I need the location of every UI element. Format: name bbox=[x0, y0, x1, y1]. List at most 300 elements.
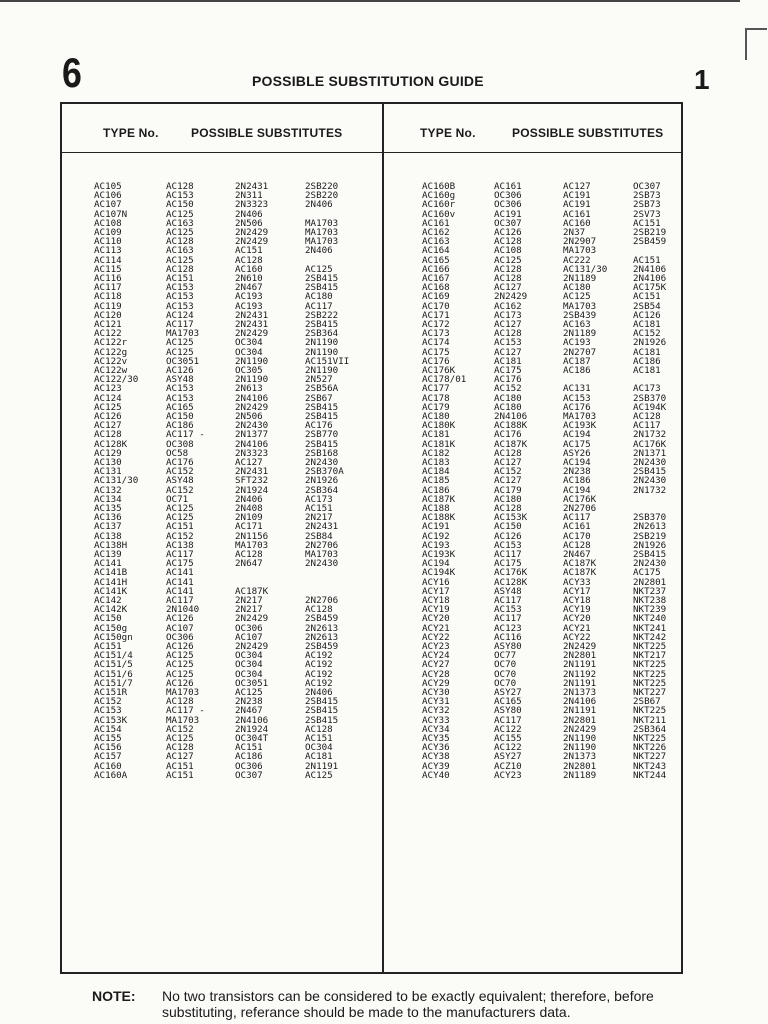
table-row bbox=[94, 467, 375, 476]
substitute-cell: 2N2801 bbox=[563, 761, 597, 771]
substitute-cell: 2SB370 bbox=[633, 513, 667, 523]
substitute-cell: AC117 - bbox=[166, 706, 205, 716]
substitute-cell: AC192 bbox=[305, 660, 333, 670]
type-number-cell: AC135 bbox=[94, 504, 122, 514]
substitute-cell: OC307 bbox=[494, 218, 522, 228]
type-number-cell: ACY38 bbox=[422, 752, 450, 762]
substitute-cell: AC128 bbox=[166, 182, 194, 192]
substitute-cell: AC191 bbox=[563, 200, 591, 210]
substitute-cell: AC194 bbox=[563, 458, 591, 468]
table-row bbox=[94, 412, 375, 421]
substitute-cell: 2SB67 bbox=[305, 393, 333, 403]
header-rule bbox=[60, 152, 683, 153]
substitute-cell: AC151 bbox=[633, 292, 661, 302]
left-row-group bbox=[94, 504, 375, 550]
substitute-cell: AC128 bbox=[166, 697, 194, 707]
substitute-cell: NKT244 bbox=[633, 770, 667, 780]
substitute-cell: AC151 bbox=[166, 761, 194, 771]
substitute-cell: 2SB220 bbox=[305, 191, 339, 201]
substitute-cell: AC152 bbox=[166, 531, 194, 541]
type-number-cell: AC114 bbox=[94, 255, 122, 265]
table-row bbox=[422, 578, 703, 587]
substitute-cell: AC128 bbox=[494, 504, 522, 514]
left-row-group bbox=[94, 550, 375, 596]
table-row bbox=[422, 366, 703, 375]
table-row bbox=[94, 449, 375, 458]
substitute-cell: AC125 bbox=[166, 734, 194, 744]
type-number-cell: AC122/30 bbox=[94, 375, 139, 385]
substitute-cell: AC222 bbox=[563, 255, 591, 265]
substitute-cell: 2N610 bbox=[235, 274, 263, 284]
substitute-cell: AC194 bbox=[563, 485, 591, 495]
table-row bbox=[94, 605, 375, 614]
table-row bbox=[94, 366, 375, 375]
substitute-cell: AC153 bbox=[166, 301, 194, 311]
type-number-cell: ACY32 bbox=[422, 706, 450, 716]
substitute-cell: MA1703 bbox=[166, 715, 200, 725]
type-number-cell: AC181 bbox=[422, 430, 450, 440]
table-row bbox=[94, 716, 375, 725]
substitute-cell: 2N1191 bbox=[563, 678, 597, 688]
substitute-cell bbox=[633, 504, 703, 513]
substitute-cell: 2N1373 bbox=[563, 688, 597, 698]
substitute-cell: AC150 bbox=[166, 412, 194, 422]
substitute-cell: 2N2706 bbox=[563, 504, 597, 514]
table-row bbox=[422, 329, 703, 338]
type-number-cell: AC188 bbox=[422, 504, 450, 514]
table-row bbox=[422, 320, 703, 329]
substitute-cell: AC128 bbox=[305, 724, 333, 734]
table-row bbox=[94, 292, 375, 301]
table-row bbox=[94, 725, 375, 734]
substitute-cell: OC3051 bbox=[235, 678, 269, 688]
substitute-cell: AC180 bbox=[305, 292, 333, 302]
type-number-cell: AC168 bbox=[422, 283, 450, 293]
substitute-cell: AC180 bbox=[563, 283, 591, 293]
substitute-cell: 2N4106 bbox=[563, 697, 597, 707]
table-row bbox=[422, 219, 703, 228]
substitute-cell: AC122 bbox=[494, 724, 522, 734]
substitute-cell: 2N217 bbox=[235, 596, 263, 606]
substitute-cell: MA1703 bbox=[305, 550, 339, 560]
table-row bbox=[422, 430, 703, 439]
substitute-cell: 2SB415 bbox=[633, 550, 667, 560]
substitute-cell: 2N1190 bbox=[235, 375, 269, 385]
substitute-cell: 2SB73 bbox=[633, 191, 661, 201]
substitute-cell: 2N1924 bbox=[235, 724, 269, 734]
substitute-cell: AC193 bbox=[235, 301, 263, 311]
substitute-cell: AC163 bbox=[166, 246, 194, 256]
type-number-cell: AC160 bbox=[94, 761, 122, 771]
substitute-cell: AC125 bbox=[166, 504, 194, 514]
type-number-cell: AC193 bbox=[422, 540, 450, 550]
substitute-cell: 2SB459 bbox=[305, 614, 339, 624]
type-number-cell: AC139 bbox=[94, 550, 122, 560]
substitute-cell: AC128 bbox=[166, 264, 194, 274]
table-row bbox=[422, 559, 703, 568]
type-number-cell: AC162 bbox=[422, 228, 450, 238]
substitute-cell: AC131 bbox=[563, 384, 591, 394]
substitute-cell: AC127 bbox=[494, 320, 522, 330]
right-row-group bbox=[422, 458, 703, 504]
substitute-cell: AC180 bbox=[494, 494, 522, 504]
substitute-cell: OC77 bbox=[494, 651, 517, 661]
substitute-cell: 2N1190 bbox=[305, 338, 339, 348]
substitute-cell: 2SB364 bbox=[633, 724, 667, 734]
substitute-cell: 2N2429 bbox=[235, 228, 269, 238]
substitute-cell: 2N1190 bbox=[563, 734, 597, 744]
table-row bbox=[94, 246, 375, 255]
type-number-cell: AC160B bbox=[422, 182, 456, 192]
substitute-cell: 2N4106 bbox=[633, 274, 667, 284]
substitute-cell: 2SB415 bbox=[305, 320, 339, 330]
substitute-cell: AC122 bbox=[494, 743, 522, 753]
substitute-cell: 2N2429 bbox=[235, 614, 269, 624]
type-number-cell: AC192 bbox=[422, 531, 450, 541]
substitute-cell bbox=[305, 568, 375, 577]
substitute-cell: ASY27 bbox=[494, 688, 522, 698]
substitute-cell: MA1703 bbox=[563, 301, 597, 311]
substitute-cell: AC125 bbox=[166, 513, 194, 523]
substitute-cell bbox=[305, 587, 375, 596]
left-type-header: TYPE No. bbox=[103, 126, 159, 140]
type-number-cell: AC116 bbox=[94, 274, 122, 284]
substitute-cell: 2N37 bbox=[563, 228, 586, 238]
substitute-cell bbox=[563, 375, 633, 384]
substitute-cell: AC128K bbox=[494, 577, 528, 587]
substitute-cell bbox=[235, 578, 305, 587]
substitute-cell: NKT225 bbox=[633, 660, 667, 670]
substitute-cell: MA1703 bbox=[563, 412, 597, 422]
substitute-cell: MA1703 bbox=[305, 237, 339, 247]
substitute-cell: OC308 bbox=[166, 439, 194, 449]
substitute-cell: AC131/30 bbox=[563, 264, 608, 274]
substitute-cell: OC304 bbox=[235, 651, 263, 661]
type-number-cell: AC141 bbox=[94, 559, 122, 569]
left-row-group bbox=[94, 734, 375, 780]
substitute-cell: NKT240 bbox=[633, 614, 667, 624]
substitute-cell: ACY22 bbox=[563, 632, 591, 642]
substitute-cell: AC126 bbox=[166, 642, 194, 652]
table-row bbox=[422, 633, 703, 642]
type-number-cell: AC165 bbox=[422, 255, 450, 265]
substitute-cell: NKT241 bbox=[633, 623, 667, 633]
substitute-cell: 2N2429 bbox=[563, 724, 597, 734]
substitute-cell: AC152 bbox=[166, 467, 194, 477]
type-number-cell: AC156 bbox=[94, 743, 122, 753]
substitute-cell: 2SB219 bbox=[633, 228, 667, 238]
substitute-cell: AC181 bbox=[633, 366, 661, 376]
type-number-cell: AC181K bbox=[422, 439, 456, 449]
substitute-cell bbox=[305, 210, 375, 219]
substitute-cell: ASY26 bbox=[563, 448, 591, 458]
table-row bbox=[94, 200, 375, 209]
type-number-cell: ACY23 bbox=[422, 642, 450, 652]
type-number-cell: ACY21 bbox=[422, 623, 450, 633]
type-number-cell: AC160v bbox=[422, 209, 456, 219]
substitute-cell: 2SB415 bbox=[305, 697, 339, 707]
table-row bbox=[94, 734, 375, 743]
substitute-cell: ACZ10 bbox=[494, 761, 522, 771]
substitute-cell: AC127 bbox=[235, 458, 263, 468]
substitute-cell bbox=[633, 375, 703, 384]
substitute-cell: AC176 bbox=[494, 430, 522, 440]
type-number-cell: ACY19 bbox=[422, 605, 450, 615]
substitute-cell: MA1703 bbox=[166, 688, 200, 698]
substitute-cell: OC306 bbox=[494, 191, 522, 201]
substitute-cell: 2N4106 bbox=[633, 264, 667, 274]
table-row bbox=[94, 550, 375, 559]
right-row-group bbox=[422, 550, 703, 596]
table-row bbox=[422, 660, 703, 669]
substitute-cell: AC151VII bbox=[305, 356, 350, 366]
type-number-cell: AC138H bbox=[94, 540, 128, 550]
substitute-cell: AC161 bbox=[563, 209, 591, 219]
substitute-cell: AC176K bbox=[633, 439, 667, 449]
substitute-cell: AC152 bbox=[166, 485, 194, 495]
table-row bbox=[94, 596, 375, 605]
substitute-cell: AC128 bbox=[235, 550, 263, 560]
type-number-cell: AC128K bbox=[94, 439, 128, 449]
substitute-cell: 2SB439 bbox=[563, 310, 597, 320]
table-row bbox=[94, 228, 375, 237]
substitute-cell: AC117 bbox=[494, 596, 522, 606]
substitute-cell: 2N238 bbox=[235, 697, 263, 707]
substitute-cell: 2N467 bbox=[563, 550, 591, 560]
table-row bbox=[94, 522, 375, 531]
substitute-cell: AC125 bbox=[563, 292, 591, 302]
substitute-cell: NKT237 bbox=[633, 586, 667, 596]
substitute-cell: AC117 bbox=[633, 421, 661, 431]
page-title: POSSIBLE SUBSTITUTION GUIDE bbox=[252, 73, 484, 89]
type-number-cell: AC182 bbox=[422, 448, 450, 458]
table-row bbox=[422, 762, 703, 771]
substitute-cell: AC175K bbox=[633, 283, 667, 293]
table-row bbox=[422, 624, 703, 633]
table-row bbox=[94, 624, 375, 633]
table-row bbox=[94, 633, 375, 642]
substitute-cell: 2N2706 bbox=[305, 596, 339, 606]
substitute-cell: AC194 bbox=[563, 430, 591, 440]
substitute-cell: AC173 bbox=[494, 310, 522, 320]
substitute-cell: ASY48 bbox=[166, 375, 194, 385]
table-row bbox=[422, 210, 703, 219]
table-row bbox=[94, 513, 375, 522]
substitute-cell: 2N2429 bbox=[235, 237, 269, 247]
substitute-cell: OC307 bbox=[235, 770, 263, 780]
substitute-cell: 2N2613 bbox=[305, 632, 339, 642]
type-number-cell: AC123 bbox=[94, 384, 122, 394]
type-number-cell: AC138 bbox=[94, 531, 122, 541]
type-number-cell: AC151/4 bbox=[94, 651, 133, 661]
type-number-cell: AC153K bbox=[94, 715, 128, 725]
substitute-cell: AC126 bbox=[633, 310, 661, 320]
substitute-cell: 2SB415 bbox=[305, 283, 339, 293]
table-row bbox=[422, 228, 703, 237]
substitute-cell: 2N613 bbox=[235, 384, 263, 394]
type-number-cell: AC122w bbox=[94, 366, 128, 376]
substitute-cell: AC125 bbox=[166, 669, 194, 679]
substitute-cell: 2N2430 bbox=[633, 476, 667, 486]
substitute-cell: ACY18 bbox=[563, 596, 591, 606]
table-row bbox=[422, 614, 703, 623]
substitute-cell: 2SB370A bbox=[305, 467, 344, 477]
substitute-cell: 2N1040 bbox=[166, 605, 200, 615]
substitute-cell: AC125 bbox=[166, 660, 194, 670]
substitute-cell: ASY27 bbox=[494, 752, 522, 762]
substitute-cell: OC304 bbox=[235, 660, 263, 670]
right-data-column bbox=[422, 182, 703, 780]
substitute-cell: AC128 bbox=[563, 540, 591, 550]
substitute-cell: AC180 bbox=[494, 393, 522, 403]
substitute-cell: AC181 bbox=[633, 320, 661, 330]
type-number-cell: AC151/6 bbox=[94, 669, 133, 679]
type-number-cell: AC188K bbox=[422, 513, 456, 523]
type-number-cell: AC185 bbox=[422, 476, 450, 486]
substitute-cell: AC176 bbox=[563, 402, 591, 412]
table-row bbox=[94, 578, 375, 587]
substitute-cell: NKT238 bbox=[633, 596, 667, 606]
substitute-cell: AC165 bbox=[166, 402, 194, 412]
substitute-cell: 2SB222 bbox=[305, 310, 339, 320]
left-substitutes-header: POSSIBLE SUBSTITUTES bbox=[191, 126, 343, 140]
substitute-cell: OC306 bbox=[235, 623, 263, 633]
type-number-cell: ACY31 bbox=[422, 697, 450, 707]
substitute-cell: 2N2707 bbox=[563, 347, 597, 357]
left-row-group bbox=[94, 458, 375, 504]
table-row bbox=[422, 587, 703, 596]
substitute-cell: 2N2431 bbox=[235, 467, 269, 477]
substitute-cell: 2N647 bbox=[235, 559, 263, 569]
right-row-group bbox=[422, 504, 703, 550]
type-number-cell: AC160g bbox=[422, 191, 456, 201]
substitute-cell: AC193 bbox=[235, 292, 263, 302]
table-row bbox=[94, 320, 375, 329]
type-number-cell: ACY17 bbox=[422, 586, 450, 596]
table-row bbox=[422, 237, 703, 246]
table-row bbox=[422, 651, 703, 660]
page-corner-mark bbox=[745, 28, 767, 60]
substitute-cell: AC186 bbox=[235, 752, 263, 762]
substitute-cell: AC124 bbox=[166, 310, 194, 320]
type-number-cell: AC137 bbox=[94, 522, 122, 532]
table-row bbox=[422, 191, 703, 200]
table-row bbox=[94, 495, 375, 504]
substitute-cell: 2SB415 bbox=[305, 412, 339, 422]
substitute-cell: 2SB415 bbox=[305, 274, 339, 284]
left-row-group bbox=[94, 366, 375, 412]
table-row bbox=[94, 182, 375, 191]
substitute-cell: 2SB67 bbox=[633, 697, 661, 707]
type-number-cell: AC169 bbox=[422, 292, 450, 302]
substitute-cell: 2N2907 bbox=[563, 237, 597, 247]
substitute-cell: AC117 bbox=[166, 550, 194, 560]
table-row bbox=[422, 357, 703, 366]
substitute-cell: AC125 bbox=[166, 651, 194, 661]
type-number-cell: AC108 bbox=[94, 218, 122, 228]
left-row-group bbox=[94, 320, 375, 366]
table-row bbox=[422, 706, 703, 715]
substitute-cell: AC161 bbox=[563, 522, 591, 532]
substitute-cell: MA1703 bbox=[563, 246, 597, 256]
substitute-cell: AC141 bbox=[166, 577, 194, 587]
table-row bbox=[422, 384, 703, 393]
type-number-cell: AC152 bbox=[94, 697, 122, 707]
substitute-cell: AC107 bbox=[166, 623, 194, 633]
substitute-cell: 2N2429 bbox=[235, 329, 269, 339]
type-number-cell: AC172 bbox=[422, 320, 450, 330]
type-number-cell: AC126 bbox=[94, 412, 122, 422]
substitute-cell: 2N2430 bbox=[633, 458, 667, 468]
table-row bbox=[422, 292, 703, 301]
substitute-cell: AC152 bbox=[494, 384, 522, 394]
substitute-cell: NKT225 bbox=[633, 706, 667, 716]
substitute-cell: 2SB370 bbox=[633, 393, 667, 403]
substitute-cell: 2N506 bbox=[235, 412, 263, 422]
substitute-cell bbox=[305, 578, 375, 587]
substitute-cell: 2N2429 bbox=[235, 402, 269, 412]
table-row bbox=[422, 532, 703, 541]
left-row-group bbox=[94, 228, 375, 274]
substitute-cell: 2N4106 bbox=[235, 439, 269, 449]
substitute-cell: AC126 bbox=[166, 366, 194, 376]
table-row bbox=[422, 412, 703, 421]
substitute-cell: AC175 bbox=[494, 366, 522, 376]
substitute-cell: 2N4106 bbox=[235, 715, 269, 725]
substitute-cell: ACY23 bbox=[494, 770, 522, 780]
table-row bbox=[94, 743, 375, 752]
substitute-cell: 2N2430 bbox=[235, 421, 269, 431]
substitute-cell: AC176 bbox=[494, 375, 522, 385]
substitute-cell: AC170 bbox=[563, 531, 591, 541]
substitute-cell: AC128 bbox=[235, 255, 263, 265]
substitute-cell: AC176K bbox=[494, 568, 528, 578]
table-row bbox=[422, 338, 703, 347]
table-row bbox=[94, 338, 375, 347]
substitute-cell: AC161 bbox=[494, 182, 522, 192]
table-row bbox=[94, 762, 375, 771]
substitute-cell: OC304 bbox=[305, 743, 333, 753]
table-row bbox=[94, 210, 375, 219]
substitute-cell: AC125 bbox=[305, 770, 333, 780]
substitute-cell: AC187K bbox=[563, 568, 597, 578]
type-number-cell: AC122r bbox=[94, 338, 128, 348]
type-number-cell: ACY28 bbox=[422, 669, 450, 679]
substitute-cell: 2N2430 bbox=[633, 559, 667, 569]
type-number-cell: AC187K bbox=[422, 494, 456, 504]
substitute-cell: AC151 bbox=[166, 274, 194, 284]
page-number-left: 6 bbox=[62, 49, 82, 96]
substitute-cell: AC192 bbox=[305, 651, 333, 661]
substitute-cell: 2N1189 bbox=[563, 329, 597, 339]
substitute-cell: AC150 bbox=[166, 200, 194, 210]
substitute-cell: AC153 bbox=[166, 191, 194, 201]
type-number-cell: AC107N bbox=[94, 209, 128, 219]
type-number-cell: AC178 bbox=[422, 393, 450, 403]
table-row bbox=[422, 394, 703, 403]
substitute-cell: OC304T bbox=[235, 734, 269, 744]
substitute-cell: AC176K bbox=[563, 494, 597, 504]
type-number-cell: AC180K bbox=[422, 421, 456, 431]
substitute-cell: OC307 bbox=[633, 182, 661, 192]
substitute-cell: NKT211 bbox=[633, 715, 667, 725]
type-number-cell: AC164 bbox=[422, 246, 450, 256]
table-row bbox=[422, 458, 703, 467]
substitute-cell: AC163 bbox=[563, 320, 591, 330]
substitute-cell: OC306 bbox=[166, 632, 194, 642]
type-number-cell: AC151/5 bbox=[94, 660, 133, 670]
substitute-cell: 2SB415 bbox=[305, 402, 339, 412]
